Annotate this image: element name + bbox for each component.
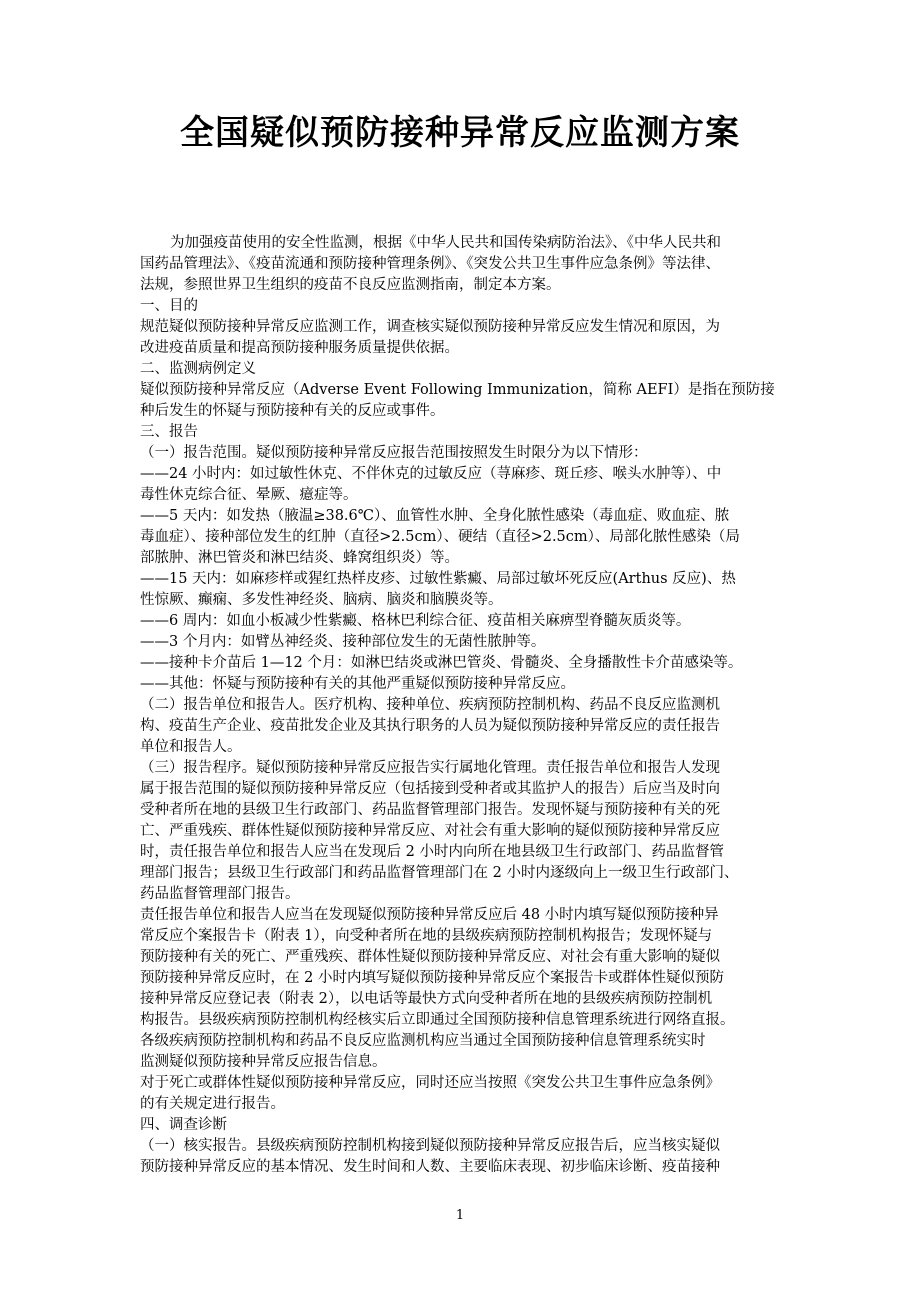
section-heading: 二、监测病例定义	[140, 361, 256, 377]
paragraph-line: 时，责任报告单位和报告人应当在发现后 2 小时内向所在地县级卫生行政部门、药品监督管	[140, 844, 724, 860]
paragraph-line: 改进疫苗质量和提高预防接种服务质量提供依据。	[140, 340, 459, 356]
paragraph-line: ——其他：怀疑与预防接种有关的其他严重疑似预防接种异常反应。	[140, 676, 575, 692]
paragraph-line: 种后发生的怀疑与预防接种有关的反应或事件。	[140, 403, 445, 419]
paragraph-line: 受种者所在地的县级卫生行政部门、药品监督管理部门报告。发现怀疑与预防接种有关的死	[140, 802, 720, 818]
paragraph-line: （二）报告单位和报告人。医疗机构、接种单位、疾病预防控制机构、药品不良反应监测机	[140, 697, 720, 713]
paragraph-line: 单位和报告人。	[140, 739, 242, 755]
paragraph-line: 毒性休克综合征、晕厥、癔症等。	[140, 487, 358, 503]
page-number: 1	[455, 1208, 465, 1223]
paragraph-line: 规范疑似预防接种异常反应监测工作，调查核实疑似预防接种异常反应发生情况和原因，为	[140, 319, 720, 335]
paragraph-line: 预防接种异常反应的基本情况、发生时间和人数、主要临床表现、初步临床诊断、疫苗接种	[140, 1159, 720, 1175]
paragraph-line: 性惊厥、癫痫、多发性神经炎、脑病、脑炎和脑膜炎等。	[140, 592, 503, 608]
paragraph-line: 国药品管理法》、《疫苗流通和预防接种管理条例》、《突发公共卫生事件应急条例》等法律、	[140, 256, 720, 272]
paragraph-line: ——3 个月内：如臂丛神经炎、接种部位发生的无菌性脓肿等。	[140, 634, 546, 650]
document-body	[140, 233, 792, 1178]
paragraph-line: ——6 周内：如血小板减少性紫癜、格林巴利综合征、疫苗相关麻痹型脊髓灰质炎等。	[140, 613, 691, 629]
paragraph-line: ——15 天内：如麻疹样或猩红热样皮疹、过敏性紫癜、局部过敏坏死反应(Arthus 反应)、热	[140, 571, 736, 587]
paragraph-line: 接种异常反应登记表（附表 2），以电话等最快方式向受种者所在地的县级疾病预防控制机	[140, 991, 713, 1007]
paragraph-line: 的有关规定进行报告。	[140, 1096, 285, 1112]
paragraph-line: 疑似预防接种异常反应（Adverse Event Following Immunization，简称 AEFI）是指在预防接	[140, 382, 775, 398]
paragraph-line: 亡、严重残疾、群体性疑似预防接种异常反应、对社会有重大影响的疑似预防接种异常反应	[140, 823, 720, 839]
paragraph-line: 为加强疫苗使用的安全性监测，根据《中华人民共和国传染病防治法》、《中华人民共和	[170, 235, 721, 251]
section-heading: 一、目的	[140, 298, 198, 314]
paragraph-line: ——接种卡介苗后 1—12 个月：如淋巴结炎或淋巴管炎、骨髓炎、全身播散性卡介苗感染等。	[140, 655, 743, 671]
paragraph-line: 药品监督管理部门报告。	[140, 886, 300, 902]
paragraph-line: 对于死亡或群体性疑似预防接种异常反应，同时还应当按照《突发公共卫生事件应急条例》	[140, 1075, 720, 1091]
page-title: 全国疑似预防接种异常反应监测方案	[180, 113, 740, 153]
paragraph-line: （一）核实报告。县级疾病预防控制机构接到疑似预防接种异常反应报告后，应当核实疑似	[140, 1138, 720, 1154]
paragraph-line: ——24 小时内：如过敏性休克、不伴休克的过敏反应（荨麻疹、斑丘疹、喉头水肿等）、中	[140, 466, 722, 482]
paragraph-line: 构报告。县级疾病预防控制机构经核实后立即通过全国预防接种信息管理系统进行网络直报。	[140, 1012, 735, 1028]
paragraph-line: 监测疑似预防接种异常反应报告信息。	[140, 1054, 387, 1070]
paragraph-line: （一）报告范围。疑似预防接种异常反应报告范围按照发生时限分为以下情形：	[140, 445, 648, 461]
paragraph-line: 责任报告单位和报告人应当在发现疑似预防接种异常反应后 48 小时内填写疑似预防接种异	[140, 907, 719, 923]
section-heading: 三、报告	[140, 424, 198, 440]
paragraph-line: （三）报告程序。疑似预防接种异常反应报告实行属地化管理。责任报告单位和报告人发现	[140, 760, 720, 776]
paragraph-line: 属于报告范围的疑似预防接种异常反应（包括接到受种者或其监护人的报告）后应当及时向	[140, 781, 720, 797]
paragraph-line: 毒血症）、接种部位发生的红肿（直径>2.5cm）、硬结（直径>2.5cm）、局部化脓性感染（局	[140, 529, 740, 545]
paragraph-line: 各级疾病预防控制机构和药品不良反应监测机构应当通过全国预防接种信息管理系统实时	[140, 1033, 706, 1049]
paragraph-line: 常反应个案报告卡（附表 1），向受种者所在地的县级疾病预防控制机构报告；发现怀疑与	[140, 928, 713, 944]
paragraph-line: 预防接种异常反应时，在 2 小时内填写疑似预防接种异常反应个案报告卡或群体性疑似预防	[140, 970, 724, 986]
paragraph-line: 构、疫苗生产企业、疫苗批发企业及其执行职务的人员为疑似预防接种异常反应的责任报告	[140, 718, 720, 734]
paragraph-line: ——5 天内：如发热（腋温≥38.6℃）、血管性水肿、全身化脓性感染（毒血症、败血症、脓	[140, 508, 730, 524]
section-heading: 四、调查诊断	[140, 1117, 227, 1133]
paragraph-line: 预防接种有关的死亡、严重残疾、群体性疑似预防接种异常反应、对社会有重大影响的疑似	[140, 949, 720, 965]
paragraph-line: 法规，参照世界卫生组织的疫苗不良反应监测指南，制定本方案。	[140, 277, 561, 293]
paragraph-line: 理部门报告；县级卫生行政部门和药品监督管理部门在 2 小时内逐级向上一级卫生行政部门、	[140, 865, 739, 881]
paragraph-line: 部脓肿、淋巴管炎和淋巴结炎、蜂窝组织炎）等。	[140, 550, 459, 566]
